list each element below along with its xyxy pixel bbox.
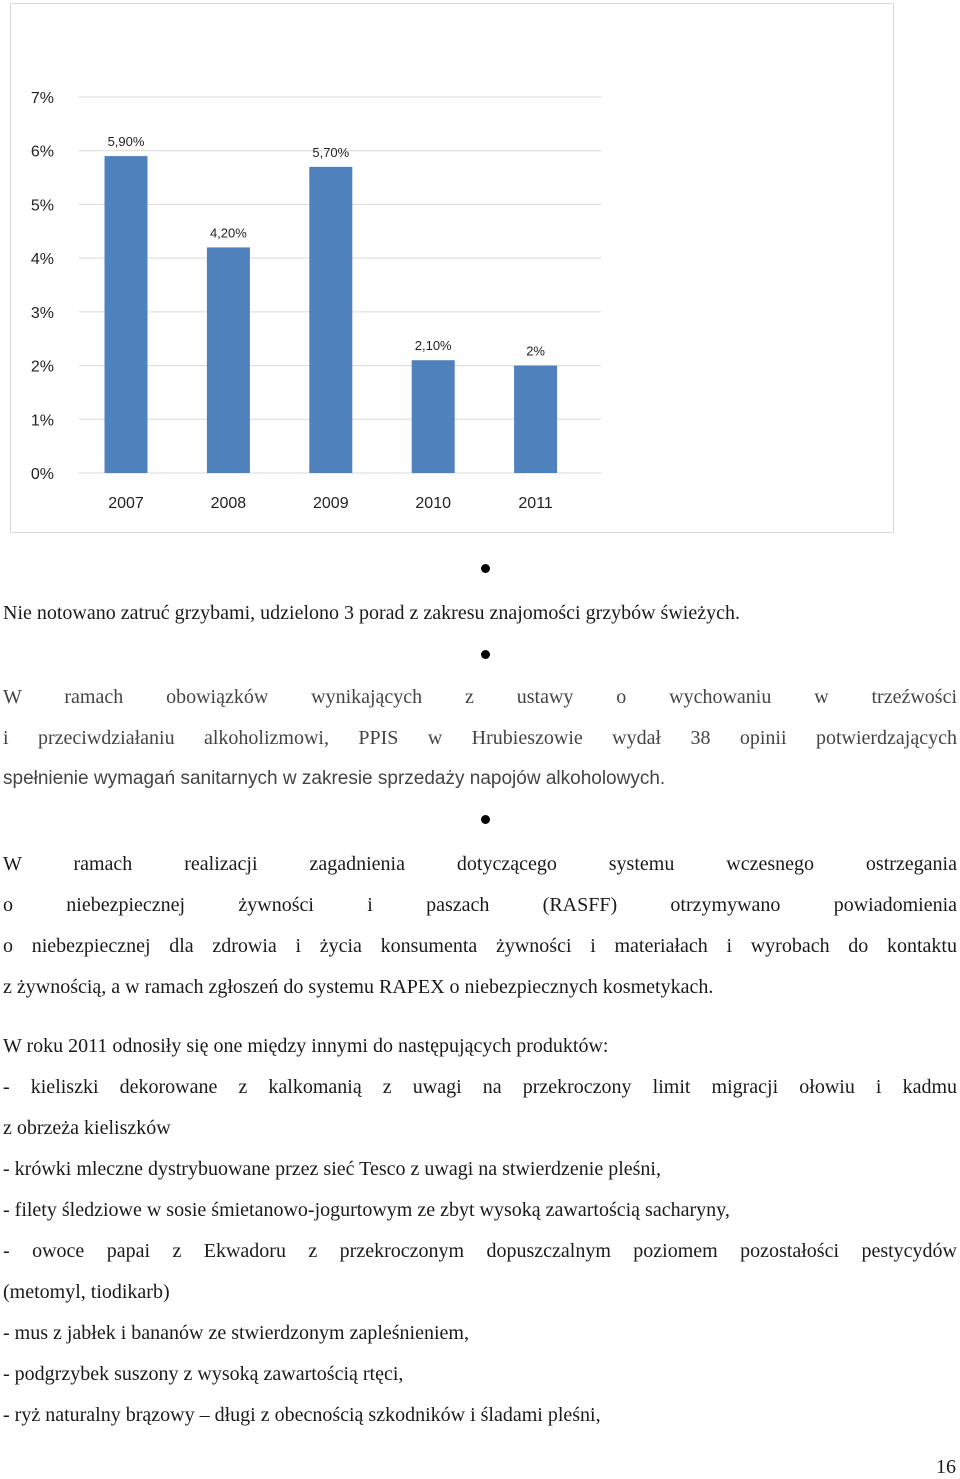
y-tick-label: 4% [30, 251, 54, 269]
paragraph-4-intro: W roku 2011 odnosiły się one między innymi do następujących produktów: [3, 1035, 609, 1057]
paragraph-1: Nie notowano zatruć grzybami, udzielono 3 porad z zakresu znajomości grzybów świeżych. [3, 602, 740, 624]
bullet-3 [481, 815, 490, 824]
data-label: 5,70% [312, 144, 350, 160]
data-label: 5,90% [107, 134, 145, 150]
data-label: 2,10% [414, 338, 452, 354]
y-tick-label: 3% [30, 304, 54, 322]
y-tick-label: 2% [30, 358, 54, 376]
x-tick-label: 2008 [210, 495, 247, 512]
chart-svg [11, 4, 895, 534]
paragraph-2-line-2: i przeciwdziałaniu alkoholizmowi, PPIS w Hrubieszowie wydał 38 opinii potwierdzających [3, 727, 957, 749]
x-tick-label: 2011 [518, 495, 553, 512]
bullet-1 [481, 564, 490, 573]
bar [309, 167, 352, 473]
data-label: 2% [526, 343, 545, 359]
y-tick-label: 1% [30, 412, 54, 430]
paragraph-3-line-4: z żywnością, a w ramach zgłoszeń do systemu RAPEX o niebezpiecznych kosmetykach. [3, 976, 714, 998]
y-tick-label: 6% [30, 143, 54, 161]
x-tick-label: 2009 [313, 495, 349, 512]
bullet-2 [481, 650, 490, 659]
bar [207, 247, 250, 473]
y-tick-label: 7% [30, 90, 54, 107]
list-item-5: - mus z jabłek i bananów ze stwierdzonym zapleśnieniem, [3, 1322, 469, 1344]
bar [105, 156, 148, 473]
paragraph-2-line-3: spełnienie wymagań sanitarnych w zakresie sprzedaży napojów alkoholowych. [3, 768, 666, 789]
paragraph-3-line-3: o niebezpiecznej dla zdrowia i życia konsumenta żywności i materiałach i wyrobach do kontaktu [3, 935, 957, 957]
list-item-7: - ryż naturalny brązowy – długi z obecnością szkodników i śladami pleśni, [3, 1404, 601, 1426]
page-number: 16 [936, 1456, 956, 1478]
data-label: 4,20% [209, 225, 247, 241]
list-item-3: - filety śledziowe w sosie śmietanowo-jogurtowym ze zbyt wysoką zawartością sacharyny, [3, 1199, 730, 1221]
list-item-1-cont: z obrzeża kieliszków [3, 1117, 171, 1139]
x-tick-label: 2007 [108, 495, 144, 512]
paragraph-3-line-2: o niebezpiecznej żywności i paszach (RASFF) otrzymywano powiadomienia [3, 894, 957, 916]
paragraph-3-line-1: W ramach realizacji zagadnienia dotyczącego systemu wczesnego ostrzegania [3, 853, 957, 875]
y-tick-label: 0% [30, 466, 54, 483]
list-item-6: - podgrzybek suszony z wysoką zawartością rtęci, [3, 1363, 404, 1385]
y-tick-label: 5% [30, 197, 54, 215]
list-item-4-cont: (metomyl, tiodikarb) [3, 1281, 170, 1303]
list-item-1: - kieliszki dekorowane z kalkomanią z uwagi na przekroczony limit migracji ołowiu i kadmu [3, 1076, 957, 1098]
x-tick-label: 2010 [415, 495, 451, 512]
bar-chart [10, 3, 894, 533]
list-item-2: - krówki mleczne dystrybuowane przez sieć Tesco z uwagi na stwierdzenie pleśni, [3, 1158, 661, 1180]
list-item-4: - owoce papai z Ekwadoru z przekroczonym dopuszczalnym poziomem pozostałości pestycydów [3, 1240, 957, 1262]
bar [514, 366, 557, 473]
paragraph-2-line-1: W ramach obowiązków wynikających z ustawy o wychowaniu w trzeźwości [3, 686, 957, 708]
bar [412, 360, 455, 473]
